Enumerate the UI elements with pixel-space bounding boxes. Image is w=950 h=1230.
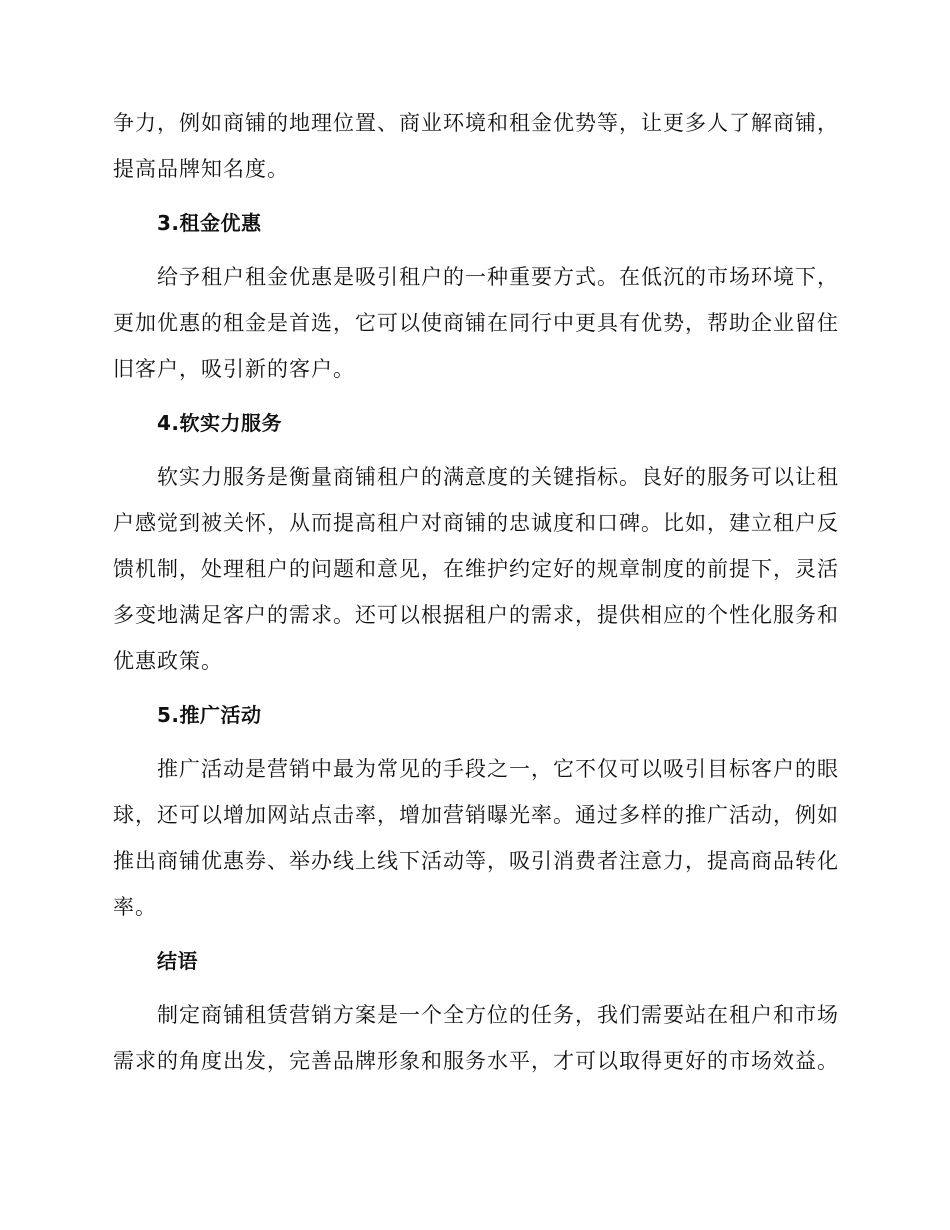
paragraph-conclusion: 制定商铺租赁营销方案是一个全方位的任务，我们需要站在租户和市场需求的角度出发，完善品牌形象和服务水平，才可以取得更好的市场效益。 <box>113 1003 839 1073</box>
paragraph-promotion-activities: 推广活动是营销中最为常见的手段之一，它不仅可以吸引目标客户的眼球，还可以增加网站点击率，增加营销曝光率。通过多样的推广活动，例如推出商铺优惠券、举办线上线下活动等，吸引消费者注意力，提高商品转化率。 <box>113 757 839 919</box>
paragraph-soft-power-service: 软实力服务是衡量商铺租户的满意度的关键指标。良好的服务可以让租户感觉到被关怀，从而提高租户对商铺的忠诚度和口碑。比如，建立租户反馈机制，处理租户的问题和意见，在维护约定好的规章制度的前提下，灵活多变地满足客户的需求。还可以根据租户的需求，提供相应的个性化服务和优惠政策。 <box>113 465 839 673</box>
paragraph-continued: 争力，例如商铺的地理位置、商业环境和租金优势等，让更多人了解商铺，提高品牌知名度。 <box>113 111 839 181</box>
heading-soft-power-service: 4.软实力服务 <box>157 411 283 435</box>
heading-conclusion: 结语 <box>157 949 198 973</box>
heading-promotion-activities: 5.推广活动 <box>157 703 262 727</box>
paragraph-rent-discount: 给予租户租金优惠是吸引租户的一种重要方式。在低沉的市场环境下，更加优惠的租金是首选，它可以使商铺在同行中更具有优势，帮助企业留住旧客户，吸引新的客户。 <box>113 265 839 381</box>
heading-rent-discount: 3.租金优惠 <box>157 211 262 235</box>
document-body <box>113 100 843 1084</box>
